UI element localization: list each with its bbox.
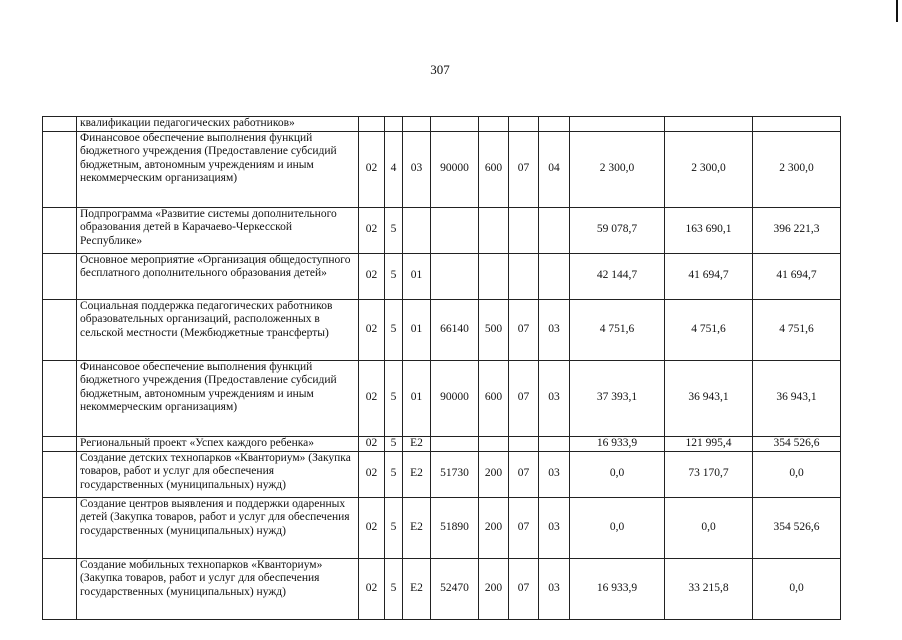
code-pr — [539, 436, 570, 451]
code-pr: 03 — [539, 451, 570, 497]
value-year-2: 36 943,1 — [665, 360, 753, 436]
code-vr: 600 — [479, 360, 509, 436]
value-year-3: 0,0 — [753, 451, 841, 497]
code-rz: 07 — [509, 451, 539, 497]
code-vr — [479, 253, 509, 299]
code-rz: 07 — [509, 497, 539, 558]
code-direction — [431, 117, 479, 132]
indent-cell — [43, 451, 77, 497]
table-row — [43, 207, 841, 253]
value-year-1 — [570, 117, 665, 132]
table-row — [43, 558, 841, 619]
code-pr: 03 — [539, 497, 570, 558]
budget-table — [42, 116, 841, 620]
code-pp: 5 — [385, 360, 403, 436]
code-gp: 02 — [359, 360, 385, 436]
value-year-1: 0,0 — [570, 497, 665, 558]
code-pr: 03 — [539, 558, 570, 619]
value-year-2: 41 694,7 — [665, 253, 753, 299]
code-om — [403, 117, 431, 132]
code-om: 01 — [403, 360, 431, 436]
value-year-2: 73 170,7 — [665, 451, 753, 497]
value-year-2: 33 215,8 — [665, 558, 753, 619]
code-vr: 600 — [479, 131, 509, 207]
value-year-3: 2 300,0 — [753, 131, 841, 207]
row-name: Социальная поддержка педагогических работников образовательных организаций, расположенных в сельской местности (Межбюджетные трансферты) — [77, 299, 359, 360]
code-direction: 90000 — [431, 131, 479, 207]
indent-cell — [43, 436, 77, 451]
code-pp: 5 — [385, 451, 403, 497]
code-pr — [539, 253, 570, 299]
code-om: E2 — [403, 451, 431, 497]
row-name: Создание центров выявления и поддержки одаренных детей (Закупка товаров, работ и услуг для обеспечения государственных (муниципальных) нужд) — [77, 497, 359, 558]
value-year-1: 4 751,6 — [570, 299, 665, 360]
code-direction — [431, 253, 479, 299]
code-rz: 07 — [509, 360, 539, 436]
code-rz — [509, 436, 539, 451]
indent-cell — [43, 131, 77, 207]
code-vr: 200 — [479, 497, 509, 558]
code-rz — [509, 207, 539, 253]
code-om: 01 — [403, 299, 431, 360]
code-pr — [539, 207, 570, 253]
code-vr — [479, 117, 509, 132]
value-year-3: 396 221,3 — [753, 207, 841, 253]
value-year-1: 16 933,9 — [570, 558, 665, 619]
value-year-1: 42 144,7 — [570, 253, 665, 299]
code-direction: 66140 — [431, 299, 479, 360]
row-name: Финансовое обеспечение выполнения функций бюджетного учреждения (Предоставление субсидий бюджетным, автономным учреждениям и иным некоммерческим организациям) — [77, 131, 359, 207]
page-edge-mark — [896, 0, 898, 22]
indent-cell — [43, 207, 77, 253]
code-om: E2 — [403, 497, 431, 558]
value-year-1: 0,0 — [570, 451, 665, 497]
value-year-3 — [753, 117, 841, 132]
row-name: Основное мероприятие «Организация общедоступного бесплатного дополнительного образования детей» — [77, 253, 359, 299]
value-year-2: 121 995,4 — [665, 436, 753, 451]
row-name: Финансовое обеспечение выполнения функций бюджетного учреждения (Предоставление субсидий бюджетным, автономным учреждениям и иным некоммерческим организациям) — [77, 360, 359, 436]
code-vr — [479, 436, 509, 451]
value-year-3: 4 751,6 — [753, 299, 841, 360]
table-row — [43, 360, 841, 436]
code-om: 03 — [403, 131, 431, 207]
row-name: Подпрограмма «Развитие системы дополнительного образования детей в Карачаево-Черкесской Республике» — [77, 207, 359, 253]
code-direction: 51730 — [431, 451, 479, 497]
code-pr — [539, 117, 570, 132]
code-gp: 02 — [359, 497, 385, 558]
table-row — [43, 436, 841, 451]
code-rz: 07 — [509, 299, 539, 360]
table-row — [43, 299, 841, 360]
value-year-1: 37 393,1 — [570, 360, 665, 436]
row-name: квалификации педагогических работников» — [77, 117, 359, 132]
code-rz: 07 — [509, 131, 539, 207]
code-om: E2 — [403, 436, 431, 451]
code-gp: 02 — [359, 558, 385, 619]
code-gp: 02 — [359, 299, 385, 360]
code-om: 01 — [403, 253, 431, 299]
indent-cell — [43, 299, 77, 360]
code-vr: 200 — [479, 451, 509, 497]
code-vr — [479, 207, 509, 253]
code-pp: 5 — [385, 207, 403, 253]
code-gp: 02 — [359, 436, 385, 451]
table-row — [43, 117, 841, 132]
code-vr: 500 — [479, 299, 509, 360]
code-vr: 200 — [479, 558, 509, 619]
table-row — [43, 497, 841, 558]
code-pp: 5 — [385, 299, 403, 360]
indent-cell — [43, 117, 77, 132]
code-direction — [431, 436, 479, 451]
code-direction: 51890 — [431, 497, 479, 558]
table-row — [43, 451, 841, 497]
code-rz — [509, 117, 539, 132]
code-direction: 52470 — [431, 558, 479, 619]
code-pp: 4 — [385, 131, 403, 207]
code-pp: 5 — [385, 253, 403, 299]
page-number: 307 — [430, 62, 450, 77]
value-year-1: 59 078,7 — [570, 207, 665, 253]
code-gp: 02 — [359, 207, 385, 253]
indent-cell — [43, 360, 77, 436]
indent-cell — [43, 253, 77, 299]
code-pr: 03 — [539, 360, 570, 436]
value-year-3: 354 526,6 — [753, 497, 841, 558]
code-rz — [509, 253, 539, 299]
code-gp — [359, 117, 385, 132]
indent-cell — [43, 558, 77, 619]
table-row — [43, 131, 841, 207]
value-year-2: 4 751,6 — [665, 299, 753, 360]
code-pp: 5 — [385, 497, 403, 558]
indent-cell — [43, 497, 77, 558]
code-pp: 5 — [385, 558, 403, 619]
value-year-2: 2 300,0 — [665, 131, 753, 207]
code-pr: 03 — [539, 299, 570, 360]
row-name: Создание детских технопарков «Кванториум» (Закупка товаров, работ и услуг для обеспечения государственных (муниципальных) нужд) — [77, 451, 359, 497]
value-year-3: 0,0 — [753, 558, 841, 619]
value-year-3: 41 694,7 — [753, 253, 841, 299]
code-pp — [385, 117, 403, 132]
code-gp: 02 — [359, 253, 385, 299]
value-year-2: 0,0 — [665, 497, 753, 558]
value-year-2 — [665, 117, 753, 132]
code-gp: 02 — [359, 451, 385, 497]
value-year-3: 36 943,1 — [753, 360, 841, 436]
code-pp: 5 — [385, 436, 403, 451]
code-om — [403, 207, 431, 253]
value-year-1: 2 300,0 — [570, 131, 665, 207]
code-pr: 04 — [539, 131, 570, 207]
code-direction: 90000 — [431, 360, 479, 436]
value-year-2: 163 690,1 — [665, 207, 753, 253]
row-name: Региональный проект «Успех каждого ребенка» — [77, 436, 359, 451]
value-year-3: 354 526,6 — [753, 436, 841, 451]
value-year-1: 16 933,9 — [570, 436, 665, 451]
code-gp: 02 — [359, 131, 385, 207]
row-name: Создание мобильных технопарков «Кванториум» (Закупка товаров, работ и услуг для обеспечения государственных (муниципальных) нужд) — [77, 558, 359, 619]
code-rz: 07 — [509, 558, 539, 619]
code-om: E2 — [403, 558, 431, 619]
table-row — [43, 253, 841, 299]
code-direction — [431, 207, 479, 253]
